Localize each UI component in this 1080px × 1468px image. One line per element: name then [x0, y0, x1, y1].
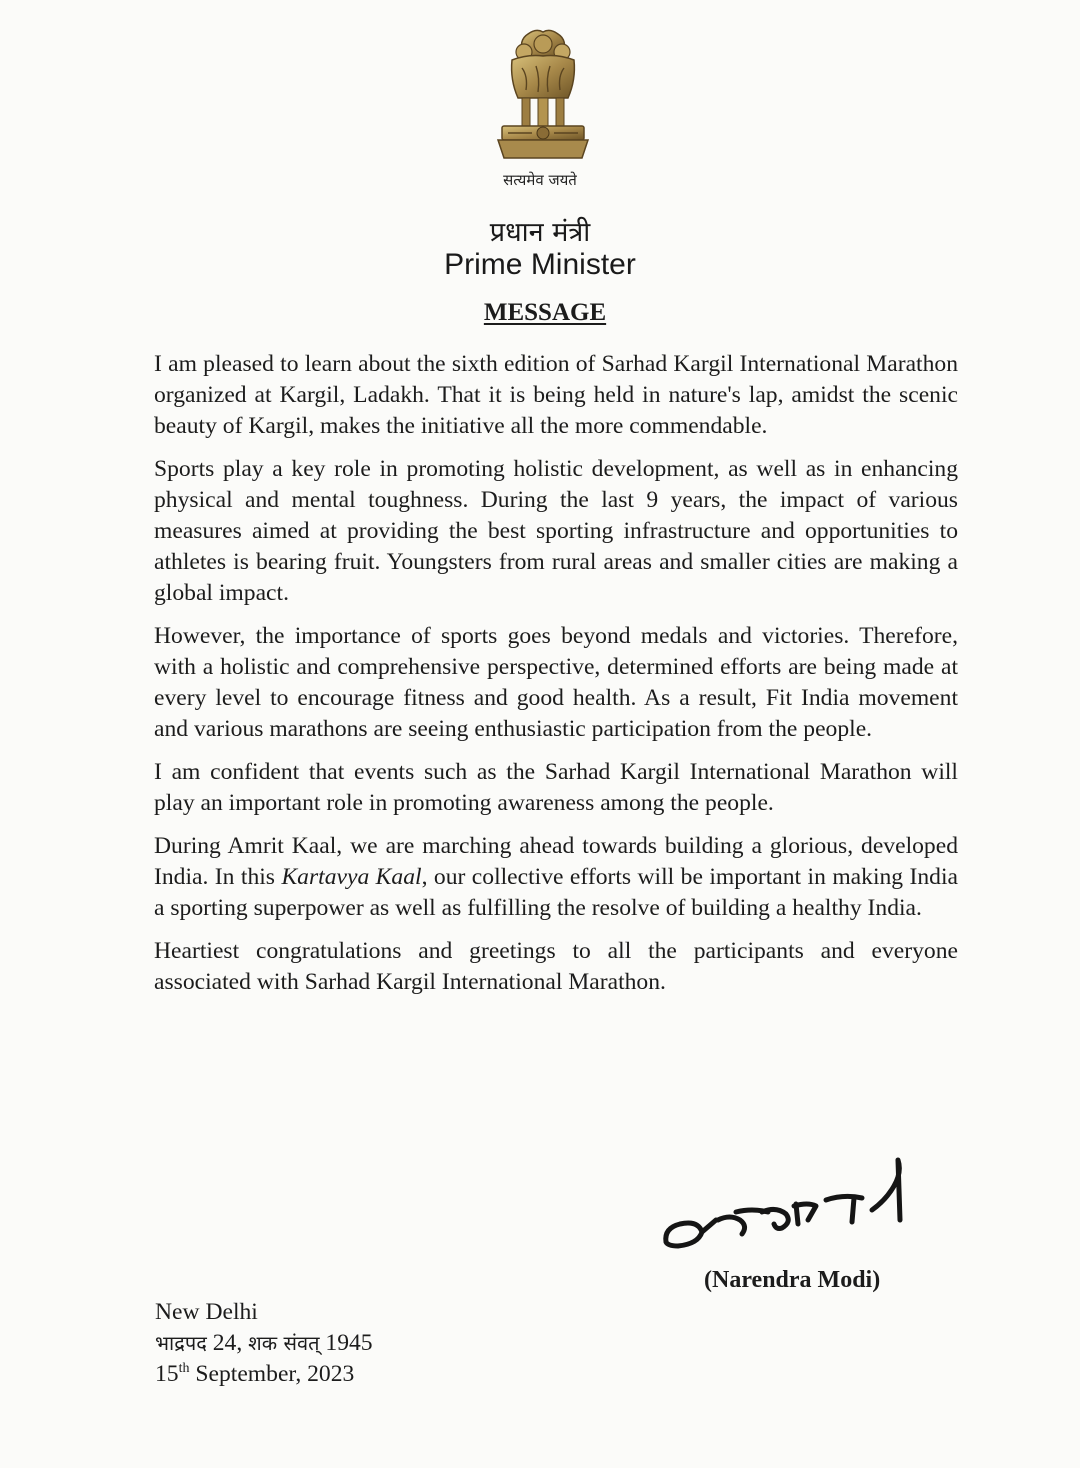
signatory-name: (Narendra Modi) — [704, 1267, 881, 1293]
date-hindi-month: भाद्रपद — [155, 1331, 207, 1355]
office-title-hindi: प्रधान मंत्री — [489, 217, 591, 248]
paragraph-4: I am confident that events such as the Sarhad Kargil International Marathon will play an important role in promoting awareness among the people. — [154, 759, 958, 816]
paragraph-5-end: , our collective efforts will be important in making India a sporting superpower as well as fulfilling the resolve of building a healthy India. — [154, 864, 958, 921]
handwritten-signature — [658, 1150, 918, 1260]
date-suffix: th — [178, 1361, 190, 1377]
message-heading: MESSAGE — [483, 299, 607, 326]
office-title-english: Prime Minister — [444, 248, 636, 281]
date-day: 15 — [155, 1361, 179, 1387]
place-and-date — [155, 1297, 373, 1390]
message-body — [154, 349, 958, 1010]
date-rest: September, 2023 — [189, 1361, 355, 1387]
paragraph-5-start: During Amrit Kaal, we are marching ahead towards building a glorious, developed India. In this — [154, 833, 958, 890]
paragraph-6: Heartiest congratulations and greetings to all the participants and everyone associated with Sarhad Kargil International Marathon. — [154, 938, 958, 995]
date-hindi-year: 1945 — [319, 1330, 373, 1356]
paragraph-3: However, the importance of sports goes beyond medals and victories. Therefore, with a holistic and comprehensive perspective, determined efforts are being made at every level to encourage fitness and good health. As a result, Fit India movement and various marathons are seeing enthusiastic participation from the people. — [154, 623, 958, 742]
paragraph-1: I am pleased to learn about the sixth edition of Sarhad Kargil International Marathon organized at Kargil, Ladakh. That it is being held in nature's lap, amidst the scenic beauty of Kargil, makes the initiative all the more commendable. — [154, 351, 958, 439]
date-hindi-era: शक संवत् — [248, 1331, 320, 1355]
date-english — [155, 1359, 373, 1390]
ashoka-lion-capital-emblem-icon — [488, 18, 598, 186]
paragraph-5-italic-term: Kartavya Kaal — [281, 864, 422, 890]
paragraph-5 — [154, 831, 958, 924]
date-hindi — [155, 1328, 373, 1359]
national-motto: सत्यमेव जयते — [503, 171, 577, 189]
place: New Delhi — [155, 1299, 258, 1325]
date-hindi-day: 24, — [206, 1330, 249, 1356]
paragraph-2: Sports play a key role in promoting holistic development, as well as in enhancing physical and mental toughness. During the last 9 years, the impact of various measures aimed at providing the best sporting infrastructure and opportunities to athletes is bearing fruit. Youngsters from rural areas and smaller cities are making a global impact. — [154, 456, 958, 606]
